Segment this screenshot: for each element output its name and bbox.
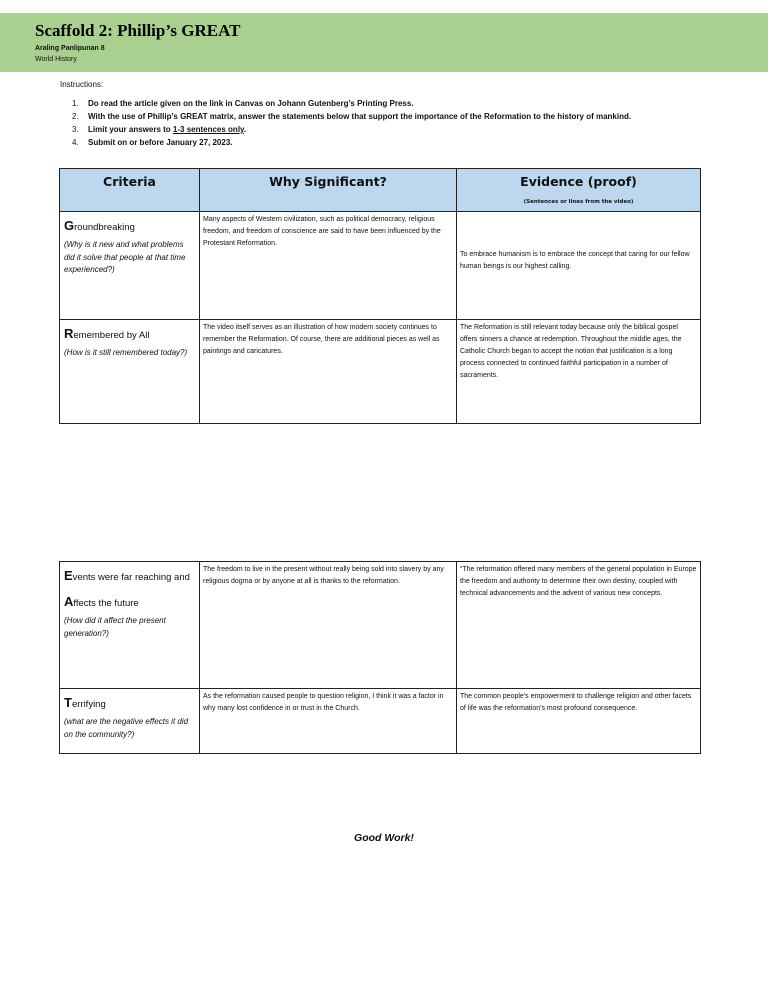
table-row xyxy=(60,689,701,754)
instruction-item: 3. Limit your answers to 1-3 sentences only. xyxy=(72,125,247,134)
great-matrix-table-2 xyxy=(59,561,701,754)
table-row xyxy=(60,320,701,424)
table-row xyxy=(60,212,701,320)
table-header-row xyxy=(60,169,701,212)
header-criteria: Criteria xyxy=(60,169,200,212)
header-evidence: Evidence (proof) (Sentences or lines from the video) xyxy=(457,169,701,212)
table-row xyxy=(60,562,701,689)
why-cell: As the reformation caused people to question religion, I think it was a factor in why many lost confidence in or trust in the Church. xyxy=(200,689,457,754)
subject-label: Araling Panlipunan 8 xyxy=(35,45,105,52)
header-band xyxy=(0,13,768,72)
evidence-cell: The Reformation is still relevant today because only the biblical gospel offers sinners a chance at redemption. Throughout the middle ages, the Catholic Church began to accept the notion that justification is a long process connected to continued faithful participation in a number of sacraments. xyxy=(457,320,701,424)
document-title: Scaffold 2: Phillip’s GREAT xyxy=(35,21,241,40)
instruction-item: 1. Do read the article given on the link in Canvas on Johann Gutenberg’s Printing Press. xyxy=(72,99,414,108)
instructions-list xyxy=(72,97,631,149)
criteria-cell: Terrifying (what are the negative effects it did on the community?) xyxy=(60,689,200,754)
evidence-cell: The common people's empowerment to challenge religion and other facets of life was the reformation's most profound consequence. xyxy=(457,689,701,754)
why-cell: The video itself serves as an illustration of how modern society continues to remember the Reformation. Of course, there are additional pieces as well as paintings and caricatures. xyxy=(200,320,457,424)
criteria-cell: Groundbreaking (Why is it new and what problems did it solve that people at that time experienced?) xyxy=(60,212,200,320)
instruction-item: 4. Submit on or before January 27, 2023. xyxy=(72,138,233,147)
criteria-cell: Remembered by All (How is it still remembered today?) xyxy=(60,320,200,424)
evidence-cell: “The reformation offered many members of the general population in Europe the freedom and authority to determine their own destiny, coupled with technical advancements and the advent of various new concepts. xyxy=(457,562,701,689)
instructions-label: Instructions: xyxy=(60,80,104,89)
great-matrix-table-1 xyxy=(59,168,701,424)
header-why-significant: Why Significant? xyxy=(200,169,457,212)
header-evidence-subtitle: (Sentences or lines from the video) xyxy=(523,199,634,205)
instruction-item: 2. With the use of Phillip’s GREAT matrix, answer the statements below that support the importance of the Reformation to the history of mankind. xyxy=(72,112,632,121)
criteria-cell: Events were far reaching and Affects the future (How did it affect the present generation?) xyxy=(60,562,200,689)
course-label: World History xyxy=(35,56,77,63)
evidence-cell: To embrace humanism is to embrace the concept that caring for our fellow human beings is our highest calling. xyxy=(457,212,701,320)
closing-remark: Good Work! xyxy=(354,832,414,844)
why-cell: Many aspects of Western civilization, such as political democracy, religious freedom, and freedom of conscience are said to have been influenced by the Protestant Reformation. xyxy=(200,212,457,320)
why-cell: The freedom to live in the present without really being sold into slavery by any religious dogma or by anyone at all is thanks to the reformation. xyxy=(200,562,457,689)
